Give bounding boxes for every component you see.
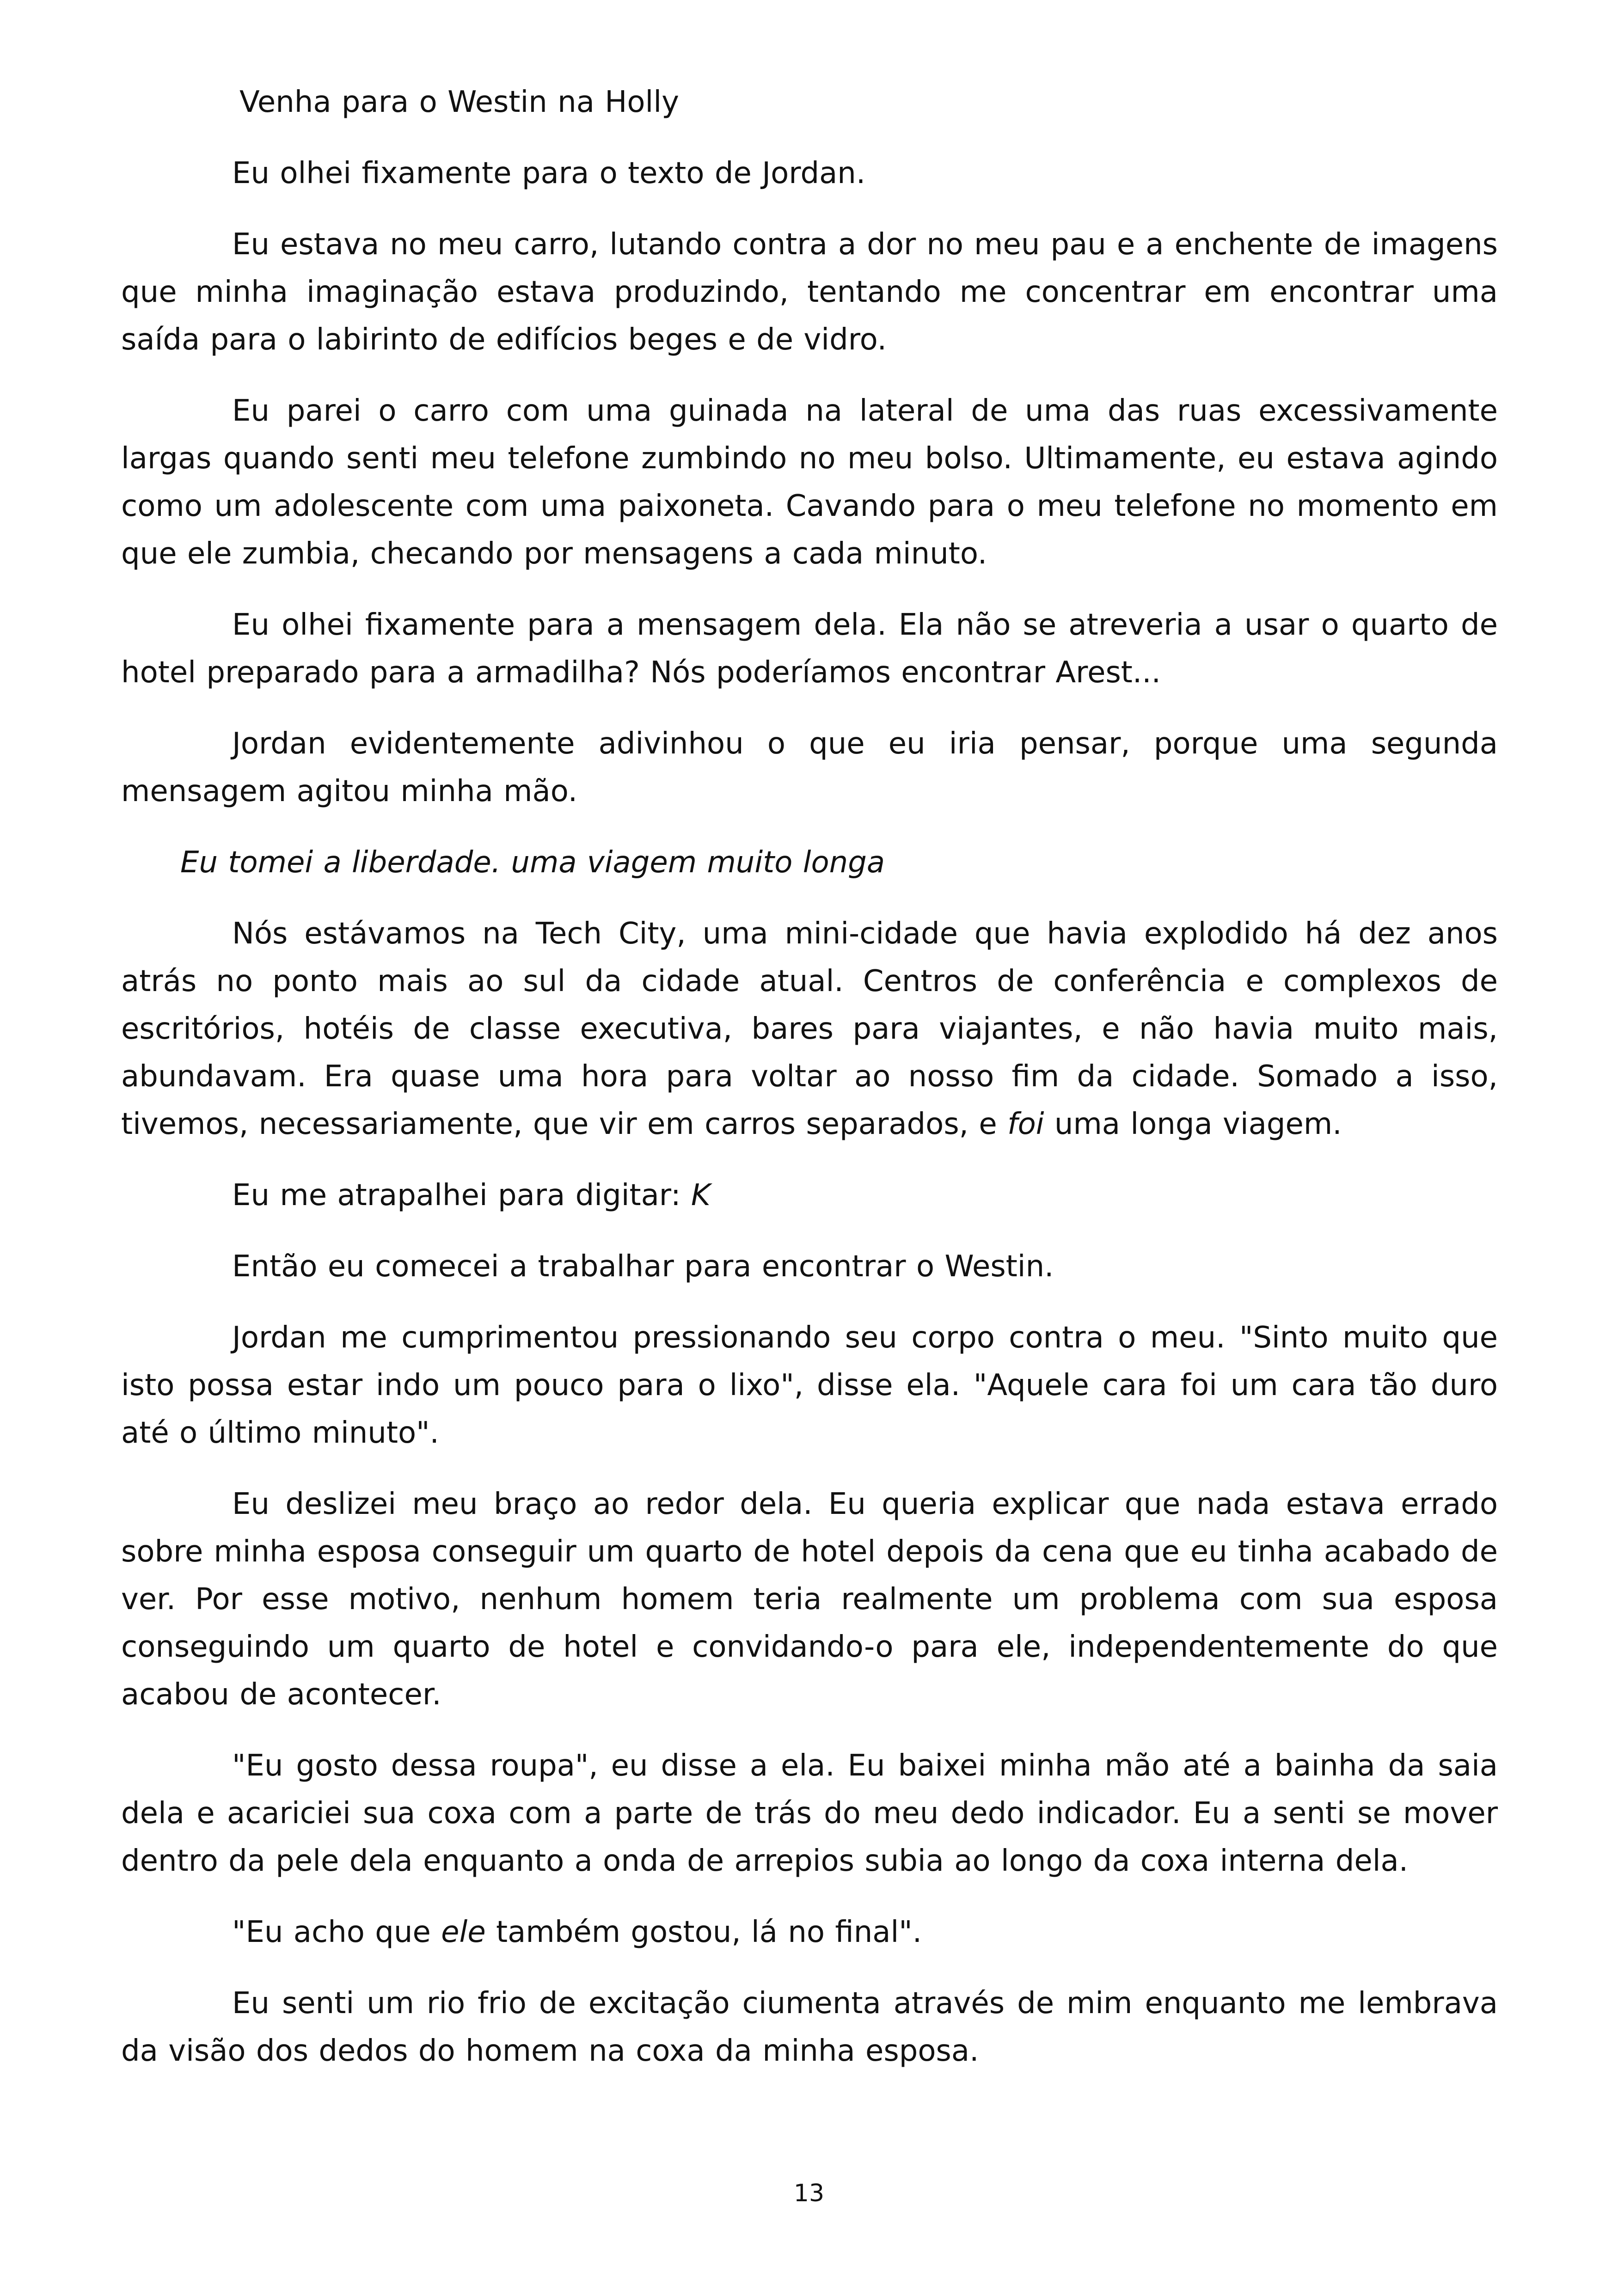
body-paragraph	[121, 1314, 1498, 1457]
paragraph-text: Eu parei o carro com uma guinada na lateral de uma das ruas excessivamente largas quando senti meu telefone zumbindo no meu bolso. Ultimamente, eu estava agindo como um adolescente com uma paixoneta. Cavando para o meu telefone no momento em que ele zumbia, checando por mensagens a cada minuto.	[121, 394, 1498, 571]
paragraph-text: Eu me atrapalhei para digitar:	[232, 1178, 691, 1212]
page-number: 13	[793, 2180, 825, 2207]
body-paragraph	[121, 1742, 1498, 1885]
paragraph-text: "Eu acho que	[232, 1915, 441, 1949]
paragraph-text: Eu olhei fixamente para o texto de Jordan.	[232, 156, 866, 190]
paragraph-text: Eu tomei a liberdade. uma viagem muito longa	[180, 845, 885, 880]
body-paragraph	[121, 601, 1498, 697]
paragraph-text: Jordan evidentemente adivinhou o que eu iria pensar, porque uma segunda mensagem agitou minha mão.	[121, 727, 1498, 808]
body-paragraph	[121, 1980, 1498, 2075]
body-paragraph	[121, 387, 1498, 578]
text-message-paragraph	[121, 79, 1498, 126]
paragraph-text: uma longa viagem.	[1044, 1107, 1342, 1141]
paragraph-text: Eu deslizei meu braço ao redor dela. Eu queria explicar que nada estava errado sobre minha esposa conseguir um quarto de hotel depois da cena que eu tinha acabado de ver. Por esse motivo, nenhum homem teria realmente um problema com sua esposa conseguindo um quarto de hotel e convidando-o para ele, independentemente do que acabou de acontecer.	[121, 1487, 1498, 1712]
emphasis-text: ele	[441, 1915, 486, 1949]
paragraph-text: "Eu gosto dessa roupa", eu disse a ela. Eu baixei minha mão até a bainha da saia dela e acariciei sua coxa com a parte de trás do meu dedo indicador. Eu a senti se mover dentro da pele dela enquanto a onda de arrepios subia ao longo da coxa interna dela.	[121, 1749, 1498, 1878]
body-paragraph	[121, 1909, 1498, 1956]
body-paragraph	[121, 1481, 1498, 1719]
body-paragraph	[121, 221, 1498, 364]
document-page	[121, 79, 1498, 2099]
body-paragraph	[121, 150, 1498, 197]
text-message-paragraph	[121, 839, 1498, 887]
paragraph-text: Venha para o Westin na Holly	[239, 85, 679, 119]
body-paragraph	[121, 1172, 1498, 1219]
paragraph-text: Então eu comecei a trabalhar para encontrar o Westin.	[232, 1249, 1054, 1284]
paragraph-text: também gostou, lá no final".	[485, 1915, 922, 1949]
paragraph-text: Eu olhei fixamente para a mensagem dela. Ela não se atreveria a usar o quarto de hotel preparado para a armadilha? Nós poderíamos encontrar Arest...	[121, 608, 1498, 690]
body-paragraph	[121, 1243, 1498, 1291]
paragraph-text: Nós estávamos na Tech City, uma mini-cidade que havia explodido há dez anos atrás no ponto mais ao sul da cidade atual. Centros de conferência e complexos de escritórios, hotéis de classe executiva, bares para viajantes, e não havia muito mais, abundavam. Era quase uma hora para voltar ao nosso fim da cidade. Somado a isso, tivemos, necessariamente, que vir em carros separados, e	[121, 917, 1498, 1141]
paragraph-text: Eu estava no meu carro, lutando contra a dor no meu pau e a enchente de imagens que minha imaginação estava produzindo, tentando me concentrar em encontrar uma saída para o labirinto de edifícios beges e de vidro.	[121, 227, 1498, 357]
emphasis-text: foi	[1007, 1107, 1044, 1141]
body-paragraph	[121, 720, 1498, 815]
paragraph-text: Jordan me cumprimentou pressionando seu corpo contra o meu. "Sinto muito que isto possa estar indo um pouco para o lixo", disse ela. "Aquele cara foi um cara tão duro até o último minuto".	[121, 1321, 1498, 1450]
emphasis-text: K	[691, 1178, 711, 1212]
paragraph-text: Eu senti um rio frio de excitação ciumenta através de mim enquanto me lembrava da visão dos dedos do homem na coxa da minha esposa.	[121, 1986, 1498, 2068]
body-paragraph	[121, 910, 1498, 1148]
